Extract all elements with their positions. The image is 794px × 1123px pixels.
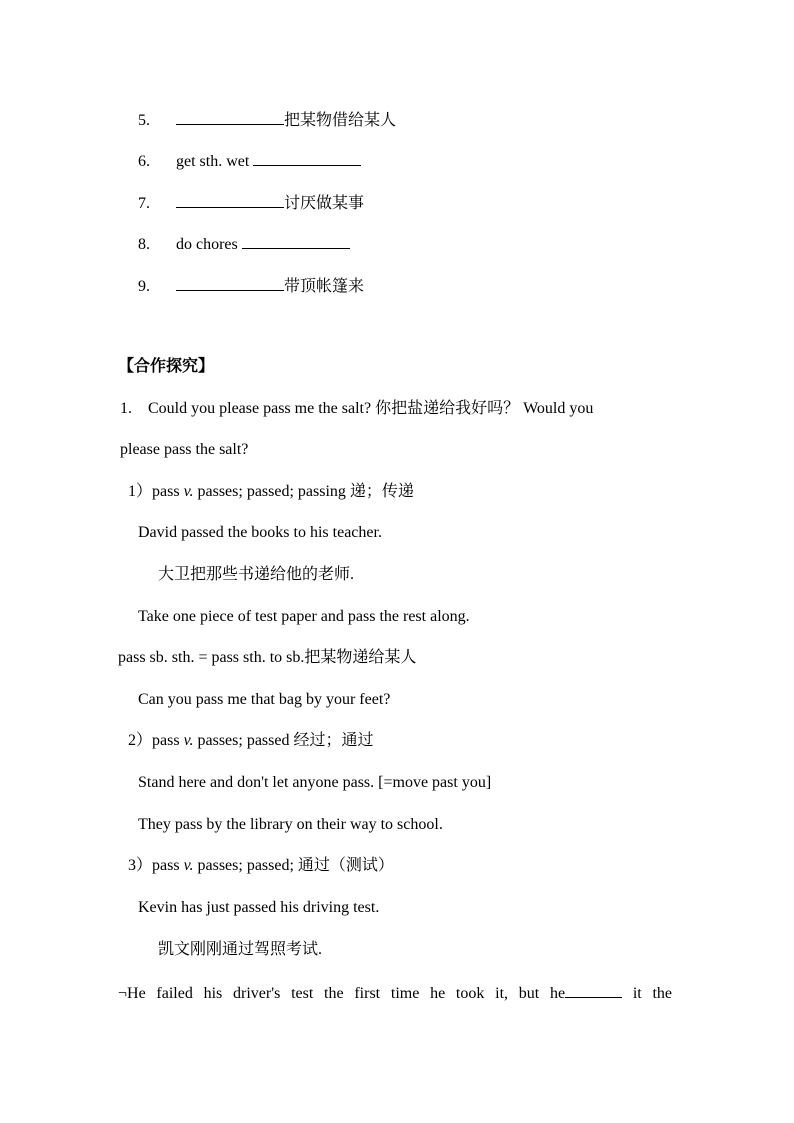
vocab-item-6 bbox=[138, 149, 361, 172]
item-number: 9. bbox=[138, 278, 150, 295]
example-translation: 凯文刚刚通过驾照考试. bbox=[158, 941, 323, 958]
vocab-item-8 bbox=[138, 232, 350, 255]
answer-blank[interactable] bbox=[176, 274, 284, 291]
section-title: 【合作探究】 bbox=[118, 358, 215, 375]
usage-rule: pass sb. sth. = pass sth. to sb.把某物递给某人 bbox=[118, 649, 417, 666]
vocab-item-9 bbox=[138, 274, 364, 297]
exercise-sentence bbox=[118, 981, 672, 1004]
item-text: get sth. wet bbox=[176, 153, 254, 170]
example-sentence: Kevin has just passed his driving test. bbox=[138, 899, 380, 916]
sense-3-heading bbox=[128, 856, 394, 876]
sense-label: 1）pass bbox=[128, 483, 180, 500]
verb-forms: passes; passed 经过；通过 bbox=[193, 732, 374, 749]
example-sentence: Take one piece of test paper and pass the rest along. bbox=[138, 608, 470, 625]
vocab-item-7 bbox=[138, 191, 364, 214]
vocab-item-5 bbox=[138, 108, 396, 131]
item-text: 把某物借给某人 bbox=[284, 112, 397, 129]
example-sentence: Stand here and don't let anyone pass. [=move past you] bbox=[138, 774, 492, 791]
part-of-speech: v. bbox=[183, 483, 194, 500]
item-number: 6. bbox=[138, 153, 150, 170]
sense-label: 2）pass bbox=[128, 732, 180, 749]
answer-blank[interactable] bbox=[242, 232, 350, 249]
item-number: 5. bbox=[138, 112, 150, 129]
item-number: 8. bbox=[138, 236, 150, 253]
item-number: 1. bbox=[120, 400, 132, 417]
item-text: 讨厌做某事 bbox=[284, 195, 365, 212]
answer-blank[interactable] bbox=[176, 191, 284, 208]
item-text: 带顶帐篷来 bbox=[284, 278, 365, 295]
answer-blank[interactable] bbox=[565, 981, 622, 998]
item-number: 7. bbox=[138, 195, 150, 212]
answer-blank[interactable] bbox=[176, 108, 284, 125]
sense-1-heading bbox=[128, 482, 414, 502]
item-1-question bbox=[120, 399, 593, 419]
verb-forms: passes; passed; passing 递；传递 bbox=[193, 483, 414, 500]
part-of-speech: v. bbox=[183, 857, 194, 874]
question-text: Could you please pass me the salt? 你把盐递给我好吗？ Would you bbox=[148, 400, 594, 417]
sense-2-heading bbox=[128, 731, 373, 751]
example-sentence: Can you pass me that bag by your feet? bbox=[138, 691, 391, 708]
exercise-text-end: it the bbox=[622, 985, 673, 1002]
item-text: do chores bbox=[176, 236, 242, 253]
example-sentence: David passed the books to his teacher. bbox=[138, 524, 382, 541]
answer-blank[interactable] bbox=[253, 149, 361, 166]
example-sentence: They pass by the library on their way to school. bbox=[138, 816, 443, 833]
part-of-speech: v. bbox=[183, 732, 194, 749]
exercise-text: ¬He failed his driver's test the first time he took it, but he bbox=[118, 985, 566, 1002]
verb-forms: passes; passed; 通过（测试） bbox=[193, 857, 394, 874]
sense-label: 3）pass bbox=[128, 857, 180, 874]
item-1-question-cont: please pass the salt? bbox=[120, 441, 249, 458]
example-translation: 大卫把那些书递给他的老师. bbox=[158, 566, 355, 583]
